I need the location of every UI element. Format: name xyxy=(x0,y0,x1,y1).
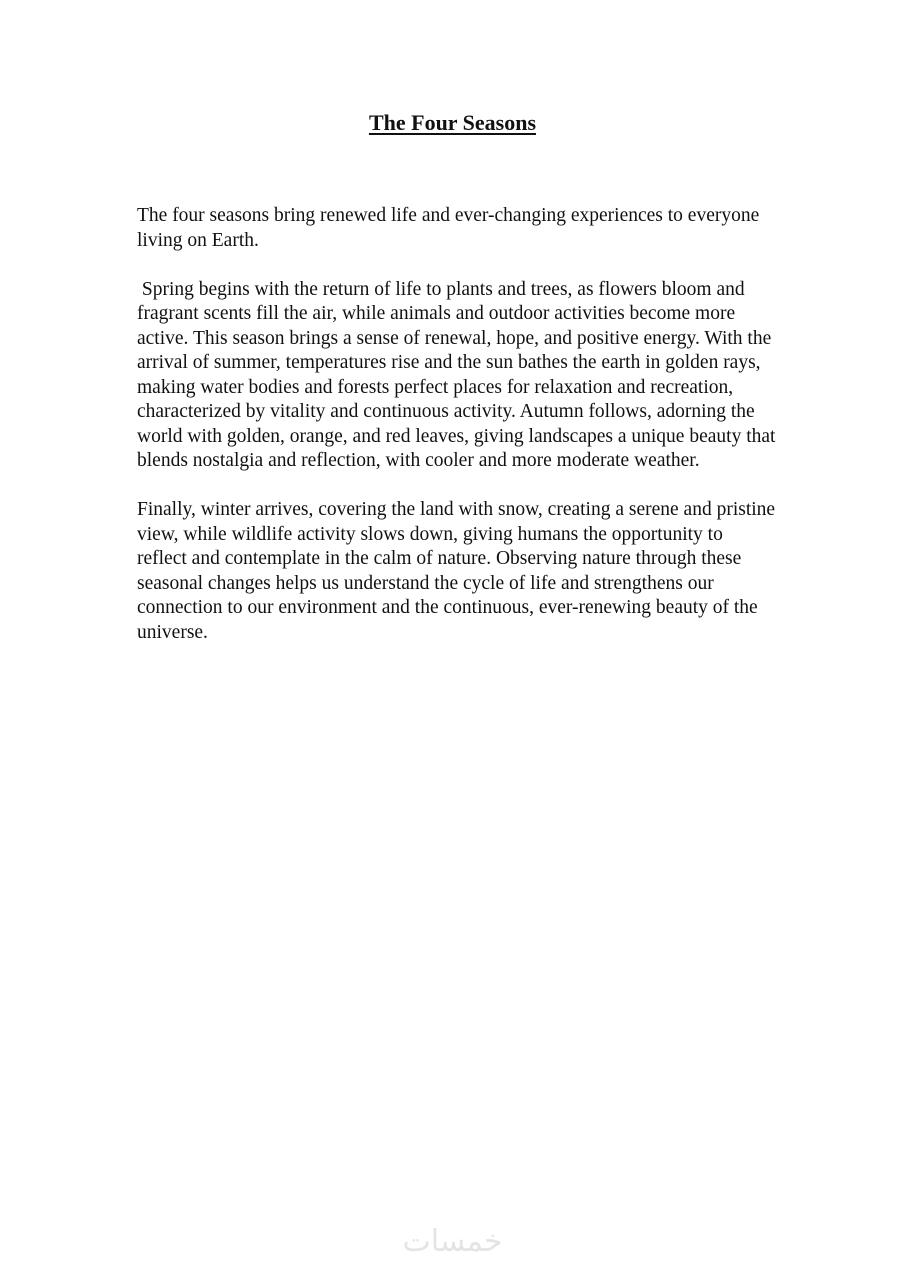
watermark-logo: خمسات xyxy=(402,1224,503,1259)
paragraph-intro: The four seasons bring renewed life and ever-changing experiences to everyone living on Earth. xyxy=(137,205,765,251)
document-body xyxy=(137,204,781,670)
paragraph-seasons: Spring begins with the return of life to plants and trees, as flowers bloom and fragrant scents fill the air, while animals and outdoor activities become more active. This season brings a sense of renewal, hope, and positive energy. With the arrival of summer, temperatures rise and the sun bathes the earth in golden rays, making water bodies and forests perfect places for relaxation and recreation, characterized by vitality and continuous activity. Autumn follows, adorning the world with golden, orange, and red leaves, giving landscapes a unique beauty that blends nostalgia and reflection, with cooler and more moderate weather. xyxy=(137,278,781,471)
page-title: The Four Seasons xyxy=(368,110,537,135)
paragraph-winter: Finally, winter arrives, covering the land with snow, creating a serene and pristine view, while wildlife activity slows down, giving humans the opportunity to reflect and contemplate in the calm of nature. Observing nature through these seasonal changes helps us understand the cycle of life and strengthens our connection to our environment and the continuous, ever-renewing beauty of the universe. xyxy=(137,499,780,643)
